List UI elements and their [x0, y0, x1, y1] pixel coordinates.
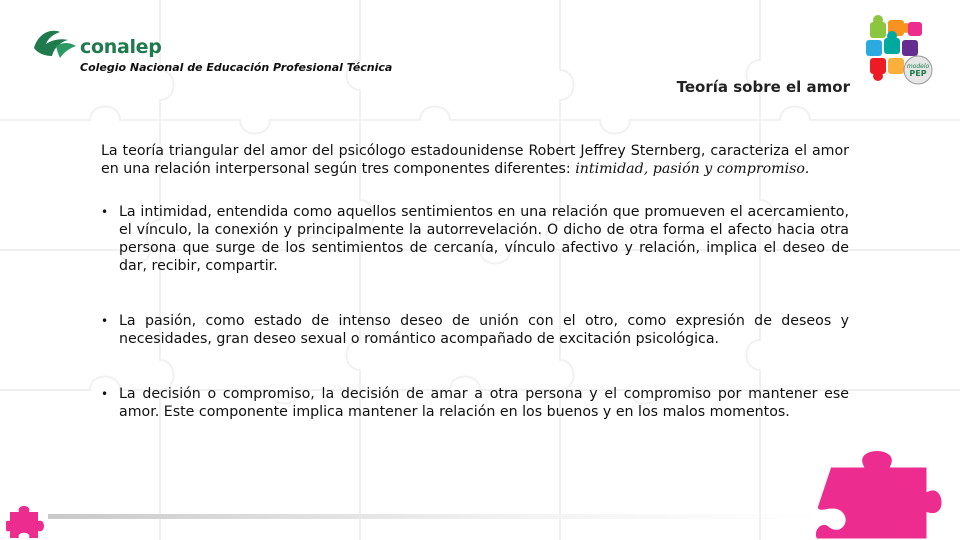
- conalep-logo-icon: [30, 26, 78, 60]
- svg-text:PEP: PEP: [909, 69, 927, 78]
- pink-puzzle-piece-icon: [810, 438, 950, 540]
- bullet-list: [101, 203, 849, 421]
- logo-subtitle: Colegio Nacional de Educación Profesional Técnica: [80, 61, 393, 74]
- slide-title: Teoría sobre el amor: [676, 78, 850, 96]
- footer-divider: [48, 514, 818, 519]
- intro-paragraph: [101, 142, 849, 178]
- bullet-intimidad: • La intimidad, entendida como aquellos sentimientos en una relación que promueven el acercamiento, el vínculo, la conexión y principalmente la autorrevelación. O dicho de otra forma el afecto hacia otra persona que surge de los sentimientos de cercanía, vínculo afectivo y relación, implica el deseo de dar, recibir, compartir.: [101, 203, 849, 275]
- logo-name: conalep: [80, 36, 162, 58]
- conalep-logo: [30, 26, 410, 78]
- intro-emphasis: intimidad, pasión y compromiso.: [575, 161, 810, 177]
- svg-text:modelo: modelo: [906, 63, 930, 70]
- bullet-compromiso: • La decisión o compromiso, la decisión de amar a otra persona y el compromiso por mantener ese amor. Este componente implica mantener la relación en los buenos y en los malos momentos.: [101, 385, 849, 421]
- slide-content: [101, 142, 849, 421]
- puzzle-badge-icon: [862, 14, 940, 94]
- intro-text: La teoría triangular del amor del psicólogo estadounidense Robert Jeffrey Sternberg, caracteriza el amor en una relación interpersonal según tres componentes diferentes:: [101, 143, 849, 177]
- bullet-pasion: • La pasión, como estado de intenso deseo de unión con el otro, como expresión de deseos y necesidades, gran deseo sexual o romántico acompañado de excitación psicológica.: [101, 312, 849, 348]
- pink-puzzle-piece-icon: [6, 500, 46, 540]
